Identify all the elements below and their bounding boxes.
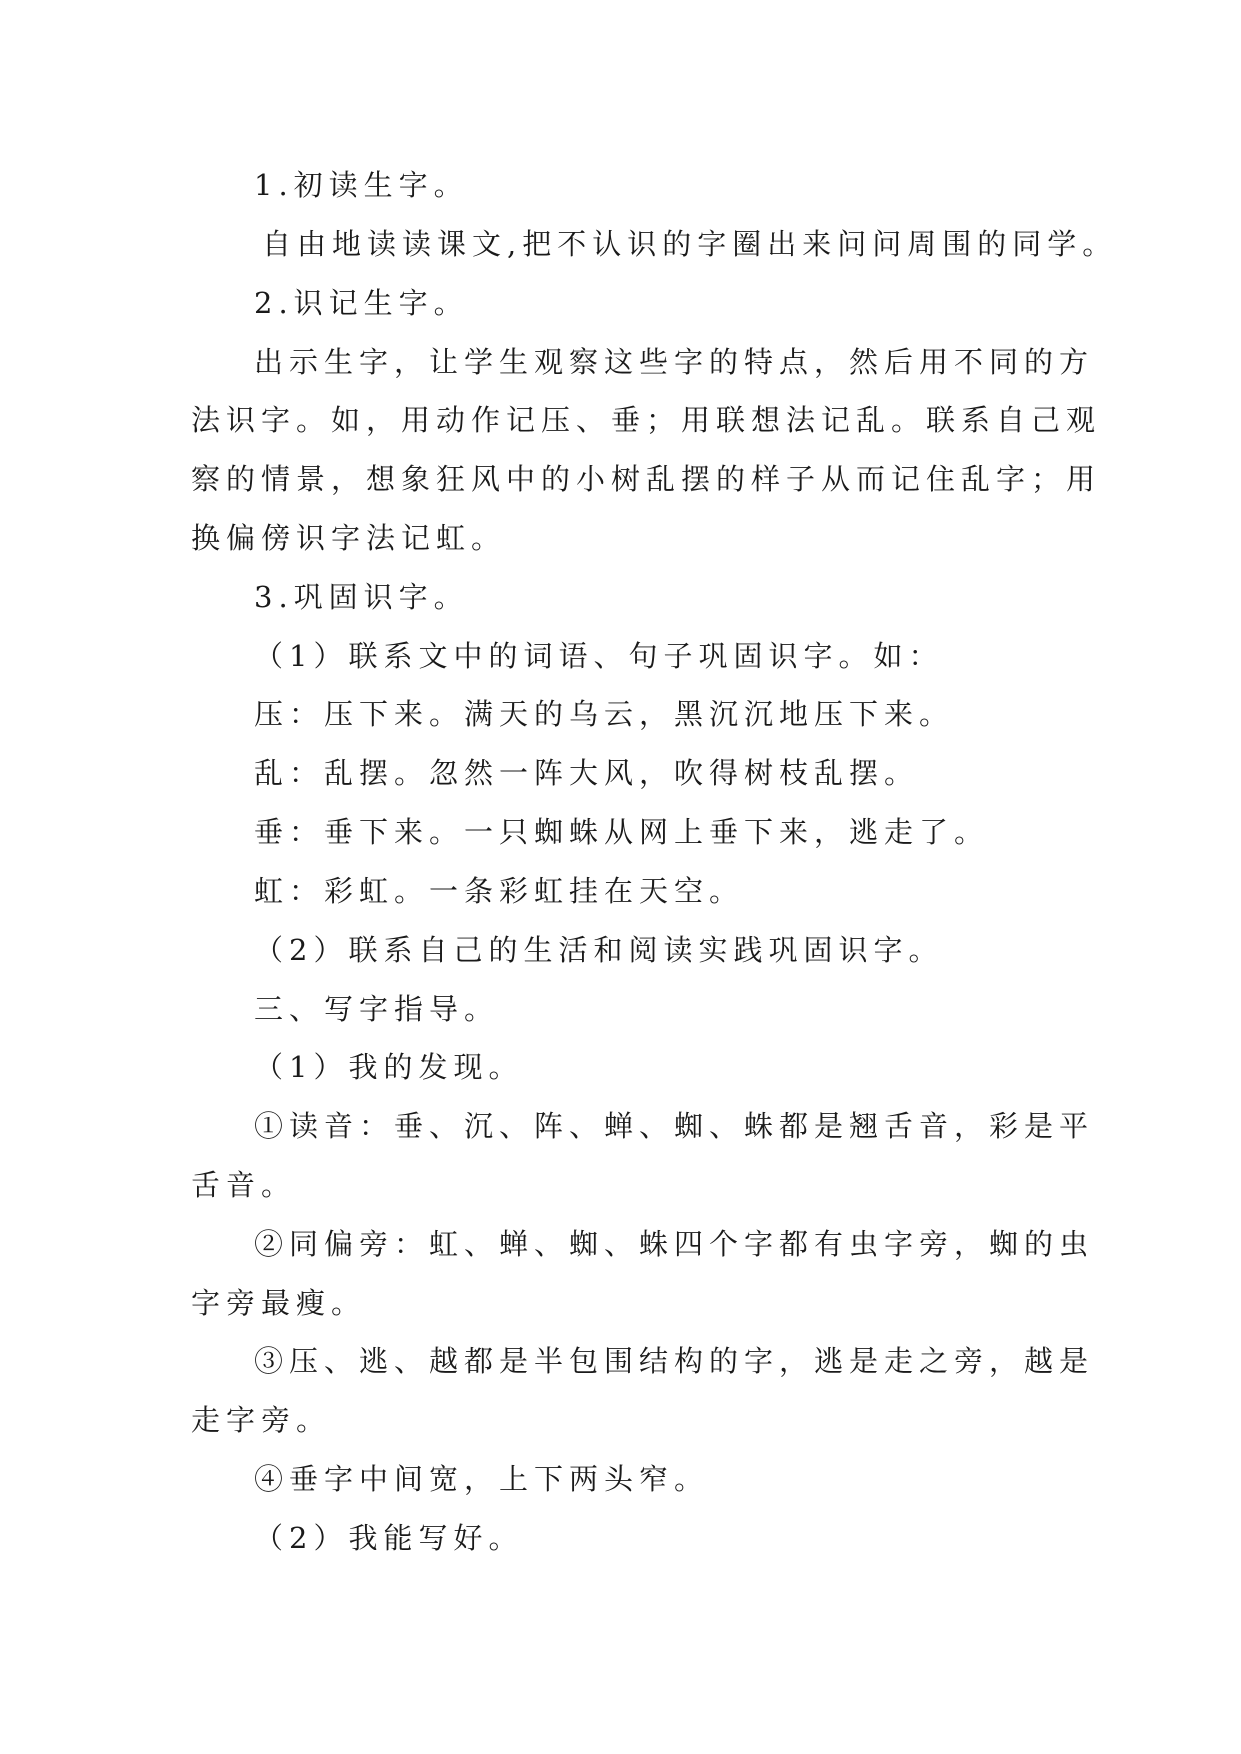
paragraph-text: ①读音：垂、沉、阵、蝉、蜘、蛛都是翘舌音，彩是平 [254, 1109, 1095, 1143]
example-line: 乱：乱摆。忽然一阵大风，吹得树枝乱摆。 [254, 756, 920, 790]
paragraph-text: ③压、逃、越都是半包围结构的字，逃是走之旁，越是 [254, 1344, 1095, 1378]
paragraph-text: 舌音。 [191, 1168, 297, 1202]
example-line: 压：压下来。满天的乌云，黑沉沉地压下来。 [254, 697, 955, 731]
paragraph-text: 走字旁。 [191, 1403, 332, 1437]
paragraph-text: 法识字。如，用动作记压、垂；用联想法记乱。联系自己观 [191, 403, 1102, 437]
paragraph-text: （1）我的发现。 [254, 1050, 524, 1084]
paragraph-text: 察的情景，想象狂风中的小树乱摆的样子从而记住乱字；用 [191, 462, 1102, 496]
example-line: 垂：垂下来。一只蜘蛛从网上垂下来，逃走了。 [254, 815, 990, 849]
heading-consolidate: 3.巩固识字。 [254, 580, 469, 614]
heading-memorize: 2.识记生字。 [254, 286, 469, 320]
paragraph-text: （2）我能写好。 [254, 1521, 524, 1555]
paragraph-text: 自由地读读课文,把不认识的字圈出来问问周围的同学。 [262, 227, 1118, 261]
heading-writing-guide: 三、写字指导。 [254, 992, 500, 1026]
heading-first-reading: 1.初读生字。 [254, 168, 469, 202]
paragraph-text: ②同偏旁：虹、蝉、蜘、蛛四个字都有虫字旁，蜘的虫 [254, 1227, 1095, 1261]
paragraph-text: （1）联系文中的词语、句子巩固识字。如： [254, 639, 944, 673]
paragraph-text: ④垂字中间宽，上下两头窄。 [254, 1462, 710, 1496]
paragraph-text: 换偏傍识字法记虹。 [191, 521, 507, 555]
paragraph-text: （2）联系自己的生活和阅读实践巩固识字。 [254, 933, 944, 967]
example-line: 虹：彩虹。一条彩虹挂在天空。 [254, 874, 745, 908]
paragraph-text: 出示生字，让学生观察这些字的特点，然后用不同的方 [254, 345, 1095, 379]
paragraph-text: 字旁最瘦。 [191, 1286, 367, 1320]
